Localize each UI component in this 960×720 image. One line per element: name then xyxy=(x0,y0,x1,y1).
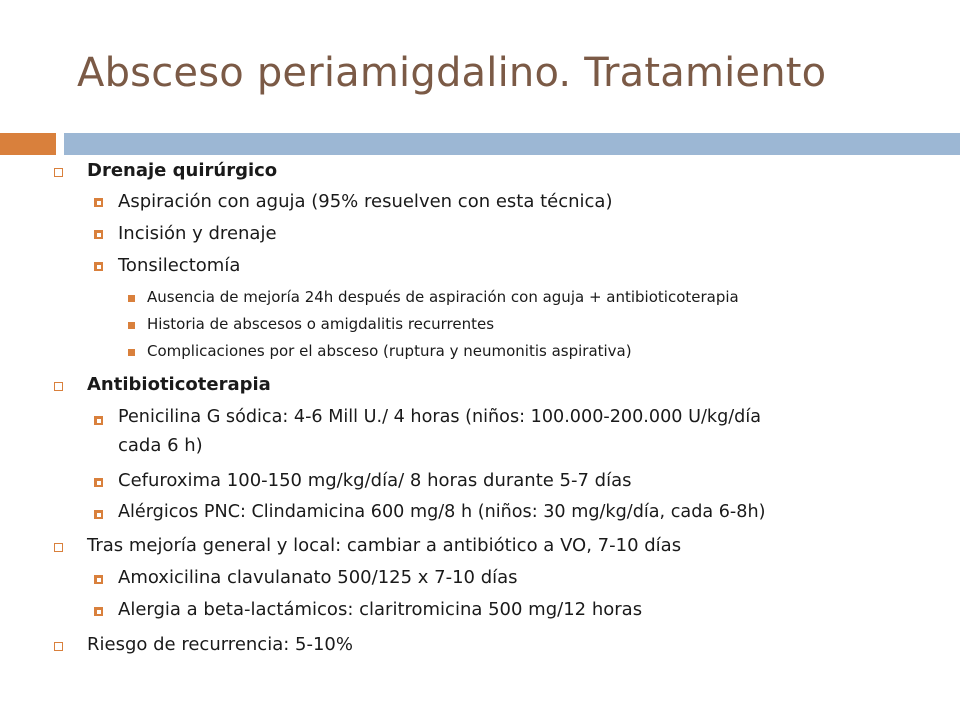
list-item: Tonsilectomía xyxy=(118,255,241,276)
list-item-drenaje: Drenaje quirúrgico xyxy=(87,160,278,181)
hollow-square-bullet-icon xyxy=(54,543,63,552)
framed-square-bullet-icon xyxy=(94,607,103,616)
framed-square-bullet-icon xyxy=(94,230,103,239)
framed-square-bullet-icon xyxy=(94,575,103,584)
framed-square-bullet-icon xyxy=(94,478,103,487)
list-item: Incisión y drenaje xyxy=(118,223,277,244)
list-item: Alergia a beta-lactámicos: claritromicina 500 mg/12 horas xyxy=(118,599,643,620)
list-item: Amoxicilina clavulanato 500/125 x 7-10 días xyxy=(118,567,518,588)
list-item: Aspiración con aguja (95% resuelven con esta técnica) xyxy=(118,191,613,212)
solid-square-bullet-icon xyxy=(128,349,135,356)
hollow-square-bullet-icon xyxy=(54,382,63,391)
framed-square-bullet-icon xyxy=(94,510,103,519)
hollow-square-bullet-icon xyxy=(54,168,63,177)
list-item: Penicilina G sódica: 4-6 Mill U./ 4 horas (niños: 100.000-200.000 U/kg/día xyxy=(118,407,762,427)
hollow-square-bullet-icon xyxy=(54,642,63,651)
list-item-tras-mejoria: Tras mejoría general y local: cambiar a antibiótico a VO, 7-10 días xyxy=(87,535,682,556)
solid-square-bullet-icon xyxy=(128,322,135,329)
list-item-riesgo: Riesgo de recurrencia: 5-10% xyxy=(87,634,353,655)
page-title: Absceso periamigdalino. Tratamiento xyxy=(77,50,827,96)
solid-square-bullet-icon xyxy=(128,295,135,302)
list-item: Historia de abscesos o amigdalitis recurrentes xyxy=(147,315,495,333)
framed-square-bullet-icon xyxy=(94,416,103,425)
list-item: Cefuroxima 100-150 mg/kg/día/ 8 horas durante 5-7 días xyxy=(118,470,632,491)
list-item: Complicaciones por el absceso (ruptura y neumonitis aspirativa) xyxy=(147,342,632,360)
framed-square-bullet-icon xyxy=(94,198,103,207)
list-item-antibioticoterapia: Antibioticoterapia xyxy=(87,374,271,395)
list-item-continuation: cada 6 h) xyxy=(118,435,203,456)
list-item: Ausencia de mejoría 24h después de aspiración con aguja + antibioticoterapia xyxy=(147,288,739,306)
list-item: Alérgicos PNC: Clindamicina 600 mg/8 h (niños: 30 mg/kg/día, cada 6-8h) xyxy=(118,502,766,522)
framed-square-bullet-icon xyxy=(94,262,103,271)
